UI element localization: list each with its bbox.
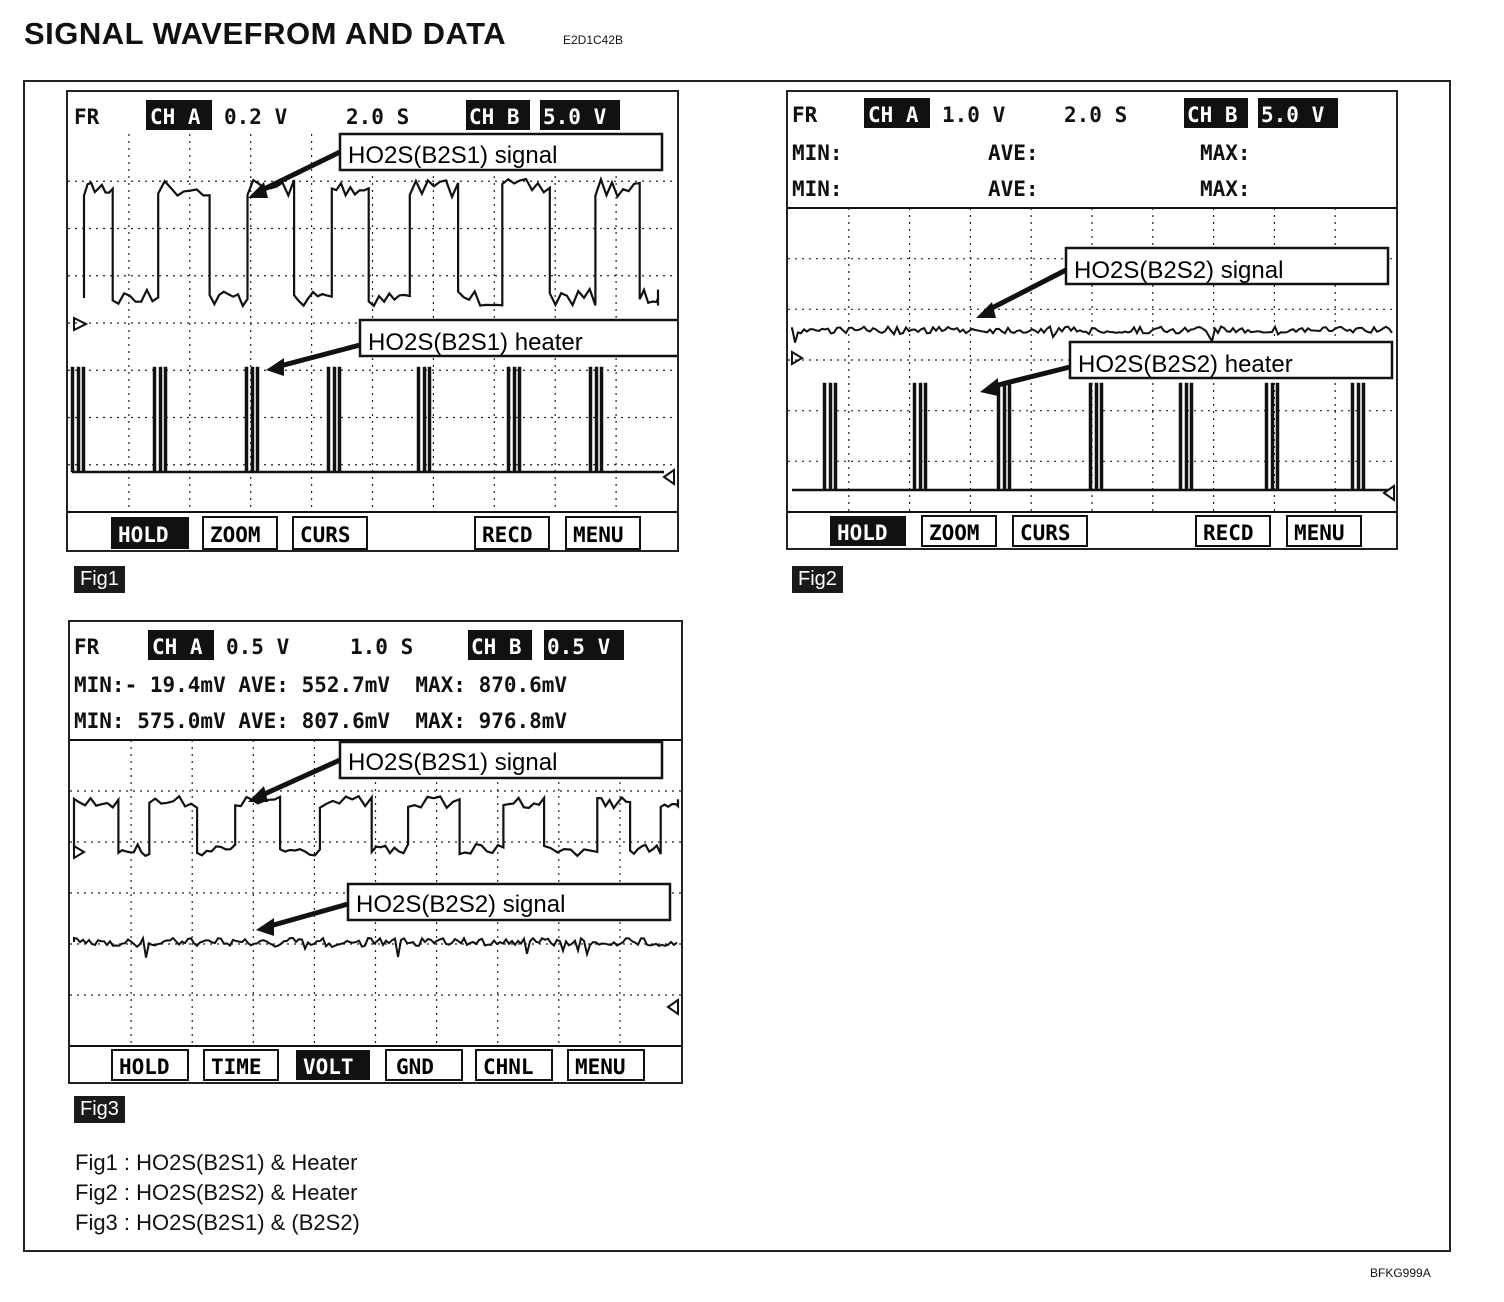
fig3-volt-label: VOLT	[303, 1055, 354, 1079]
fig1-chb-value: 5.0 V	[543, 105, 607, 129]
fig2-mode-label: FR	[792, 103, 818, 127]
fig2-stats2-max: MAX:	[1200, 177, 1251, 201]
fig1-chb-label: CH B	[469, 105, 520, 129]
fig2-stats1-min: MIN:	[792, 141, 843, 165]
fig3-tag: Fig3	[74, 1096, 125, 1123]
fig3-signal1-arrow-head-icon	[248, 786, 268, 802]
figure-captions	[75, 1148, 360, 1238]
fig1-waveform-display	[68, 92, 677, 550]
fig3-b2s1-signal-trace	[74, 796, 678, 856]
fig1-scope-screen	[66, 90, 679, 552]
fig1-signal-callout: HO2S(B2S1) signal	[348, 142, 558, 169]
fig1-heater-callout: HO2S(B2S1) heater	[368, 329, 583, 356]
fig1-curs-label: CURS	[300, 523, 351, 547]
fig2-curs-label: CURS	[1020, 521, 1071, 545]
fig2-stats2-ave: AVE:	[988, 177, 1039, 201]
fig2-tag: Fig2	[792, 566, 843, 593]
fig2-time-value: 2.0 S	[1064, 103, 1128, 127]
fig1-heater-arrow	[280, 345, 360, 366]
fig3-signal1-arrow	[260, 760, 340, 796]
fig1-signal-trace	[84, 179, 658, 306]
fig3-chb-label: CH B	[471, 635, 522, 659]
caption-fig1: Fig1 : HO2S(B2S1) & Heater	[75, 1150, 358, 1175]
fig3-cha-value: 0.5 V	[226, 635, 290, 659]
fig1-chb-marker-icon	[664, 470, 674, 484]
fig3-chnl-label: CHNL	[483, 1055, 534, 1079]
fig2-heater-arrow-head-icon	[980, 378, 998, 396]
fig2-menu-label: MENU	[1294, 521, 1345, 545]
fig2-stats1-max: MAX:	[1200, 141, 1251, 165]
fig2-heater-callout: HO2S(B2S2) heater	[1078, 351, 1293, 378]
fig1-hold-label: HOLD	[118, 523, 169, 547]
fig3-chb-value: 0.5 V	[547, 635, 611, 659]
fig1-cha-value: 0.2 V	[224, 105, 288, 129]
fig2-chb-label: CH B	[1187, 103, 1238, 127]
fig1-recd-label: RECD	[482, 523, 533, 547]
fig2-scope-screen	[786, 90, 1398, 550]
fig2-heater-trace	[792, 384, 1388, 490]
figure-code: BFKG999A	[1370, 1266, 1431, 1280]
fig3-chb-marker-icon	[668, 1000, 678, 1014]
fig1-cha-label: CH A	[150, 105, 201, 129]
fig3-waveform-display	[70, 622, 681, 1082]
fig3-signal2-arrow-head-icon	[256, 918, 274, 936]
fig2-recd-label: RECD	[1203, 521, 1254, 545]
fig3-time-label: TIME	[211, 1055, 262, 1079]
fig1-cha-marker-icon	[74, 318, 86, 330]
fig3-cha-marker-icon	[74, 846, 84, 858]
fig2-signal-arrow-head-icon	[976, 302, 996, 318]
fig3-b2s2-signal-trace	[74, 938, 677, 958]
fig3-hold-label: HOLD	[119, 1055, 170, 1079]
fig3-signal2-callout: HO2S(B2S2) signal	[356, 891, 566, 918]
fig2-signal-arrow	[988, 270, 1066, 310]
fig3-cha-label: CH A	[152, 635, 203, 659]
fig2-stats1-ave: AVE:	[988, 141, 1039, 165]
fig3-time-value: 1.0 S	[350, 635, 414, 659]
page-title: SIGNAL WAVEFROM AND DATA	[24, 16, 507, 51]
fig2-waveform-display	[788, 92, 1396, 548]
fig2-signal-callout: HO2S(B2S2) signal	[1074, 257, 1284, 284]
fig2-cha-marker-icon	[792, 352, 802, 364]
fig2-chb-marker-icon	[1384, 486, 1394, 500]
fig3-menu-label: MENU	[575, 1055, 626, 1079]
fig3-stats1: MIN:- 19.4mV AVE: 552.7mV MAX: 870.6mV	[74, 673, 568, 697]
fig3-signal1-callout: HO2S(B2S1) signal	[348, 749, 558, 776]
fig2-cha-value: 1.0 V	[942, 103, 1006, 127]
fig2-chb-value: 5.0 V	[1261, 103, 1325, 127]
fig1-menu-label: MENU	[573, 523, 624, 547]
fig1-heater-arrow-head-icon	[266, 358, 284, 376]
fig3-stats2: MIN: 575.0mV AVE: 807.6mV MAX: 976.8mV	[74, 709, 568, 733]
fig1-zoom-label: ZOOM	[210, 523, 261, 547]
fig2-heater-arrow	[994, 367, 1070, 386]
fig2-hold-label: HOLD	[837, 521, 888, 545]
fig2-stats2-min: MIN:	[792, 177, 843, 201]
fig3-gnd-label: GND	[396, 1055, 434, 1079]
fig1-time-value: 2.0 S	[346, 105, 410, 129]
caption-fig3: Fig3 : HO2S(B2S1) & (B2S2)	[75, 1210, 360, 1235]
fig1-mode-label: FR	[74, 105, 100, 129]
fig3-scope-screen	[68, 620, 683, 1084]
fig1-signal-arrow	[258, 152, 340, 192]
fig1-heater-trace	[72, 368, 664, 472]
document-code: E2D1C42B	[563, 33, 624, 47]
fig2-zoom-label: ZOOM	[929, 521, 980, 545]
fig2-cha-label: CH A	[868, 103, 919, 127]
fig3-mode-label: FR	[74, 635, 100, 659]
caption-fig2: Fig2 : HO2S(B2S2) & Heater	[75, 1180, 358, 1205]
fig3-signal2-arrow	[270, 904, 348, 926]
fig1-tag: Fig1	[74, 566, 125, 593]
